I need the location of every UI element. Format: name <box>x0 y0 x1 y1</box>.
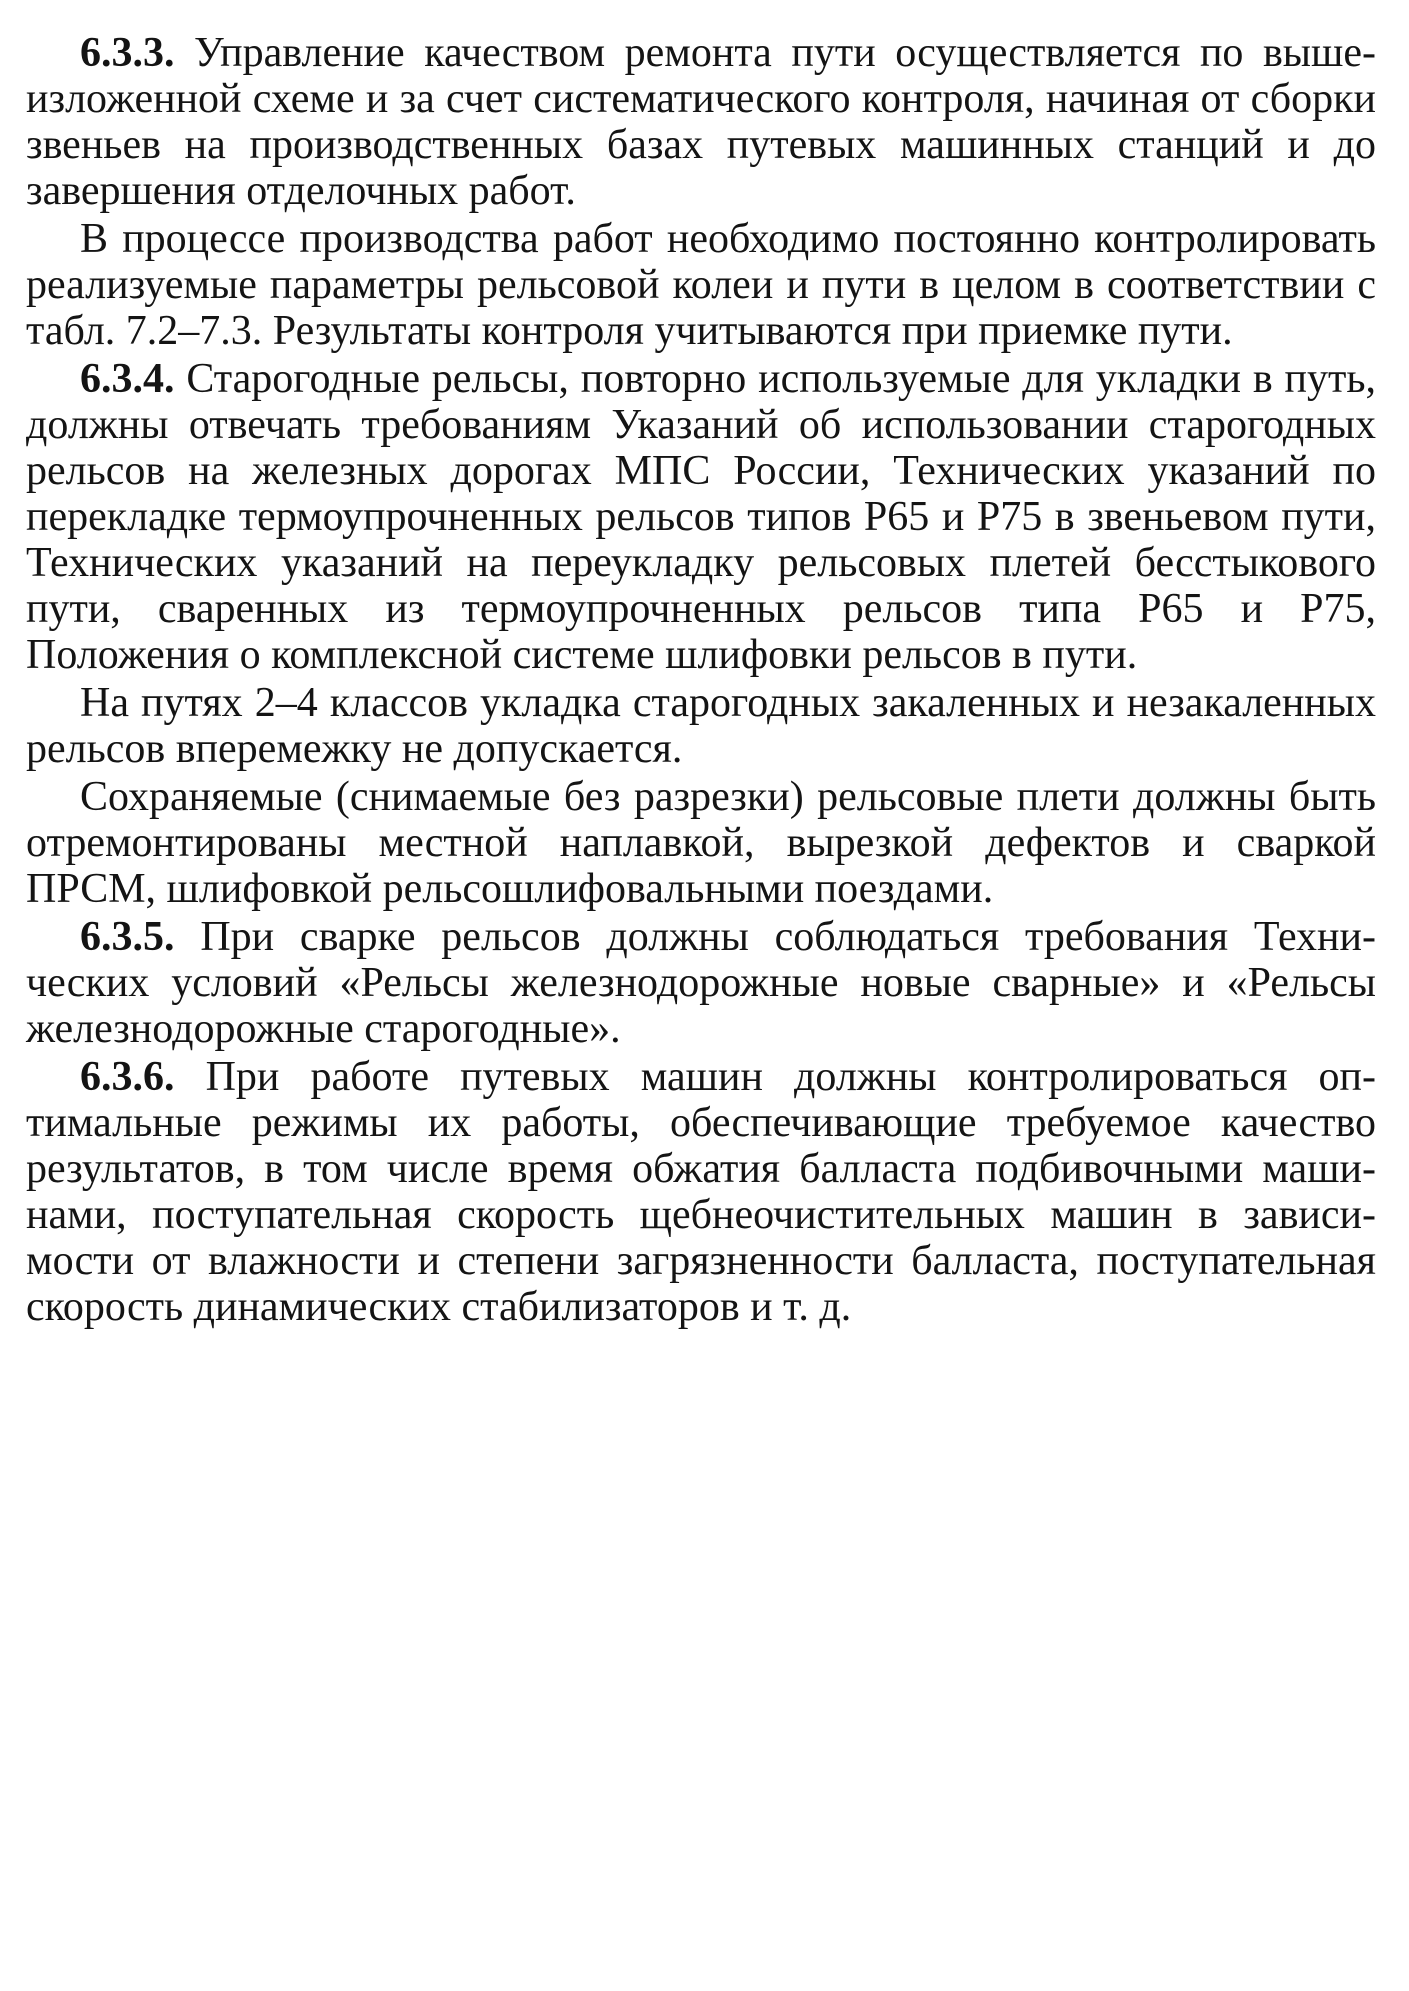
paragraph-process-control <box>26 216 1376 354</box>
paragraph-6-3-4 <box>26 356 1376 678</box>
section-number: 6.3.4. <box>80 356 175 402</box>
section-number: 6.3.6. <box>80 1054 175 1100</box>
paragraph-text: Старогодные рельсы, повторно используемые для укладки в путь, должны отвечать требованиям Указаний об использовании старогодных рельсов на железных дорогах МПС России, Технических указаний по перекладке термоупрочненных рельсов типов Р65 и Р75 в звеньевом пути, Технических указаний на переукладку рельсовых плетей бесстыкового пути, сваренных из термоупрочненных рельсов типа Р65 и Р75, Положения о комплексной системе шлифовки рельсов в пути. <box>26 356 1376 678</box>
paragraph-text: Управление качеством ремонта пути осуществляется по вышеизложенной схеме и за счет систематического контроля, начиная от сборки звеньев на производственных базах путевых машинных станций и до завершения отделочных работ. <box>26 30 1376 214</box>
paragraph-6-3-3 <box>26 30 1376 214</box>
paragraph-text: На путях 2–4 классов укладка старогодных закаленных и незакаленных рельсов вперемежку не допускается. <box>26 680 1376 772</box>
paragraph-6-3-6 <box>26 1054 1376 1330</box>
paragraph-rail-strings <box>26 774 1376 912</box>
paragraph-text: При сварке рельсов должны соблюдаться требования Технических условий «Рельсы железнодорожные новые сварные» и «Рельсы железнодорожные старогодные». <box>26 914 1376 1052</box>
paragraph-text: В процессе производства работ необходимо постоянно контролировать реализуемые параметры рельсовой колеи и пути в целом в соответствии с табл. 7.2–7.3. Результаты контроля учитываются при приемке пути. <box>26 216 1376 354</box>
paragraph-text: При работе путевых машин должны контролироваться оптимальные режимы их работы, обеспечивающие требуемое качество результатов, в том числе время обжатия балласта подбивочными машинами, поступательная скорость щебнеочистительных машин в зависимости от влажности и степени загрязненности балласта, поступательная скорость динамических стабилизаторов и т. д. <box>26 1054 1376 1330</box>
section-number: 6.3.5. <box>80 914 175 960</box>
section-number: 6.3.3. <box>80 30 175 76</box>
paragraph-6-3-5 <box>26 914 1376 1052</box>
paragraph-track-classes <box>26 680 1376 772</box>
document-page <box>26 30 1376 1332</box>
paragraph-text: Сохраняемые (снимаемые без разрезки) рельсовые плети должны быть отремонтированы местной наплавкой, вырезкой дефектов и сваркой ПРСМ, шлифовкой рельсошлифовальными поездами. <box>26 774 1376 912</box>
